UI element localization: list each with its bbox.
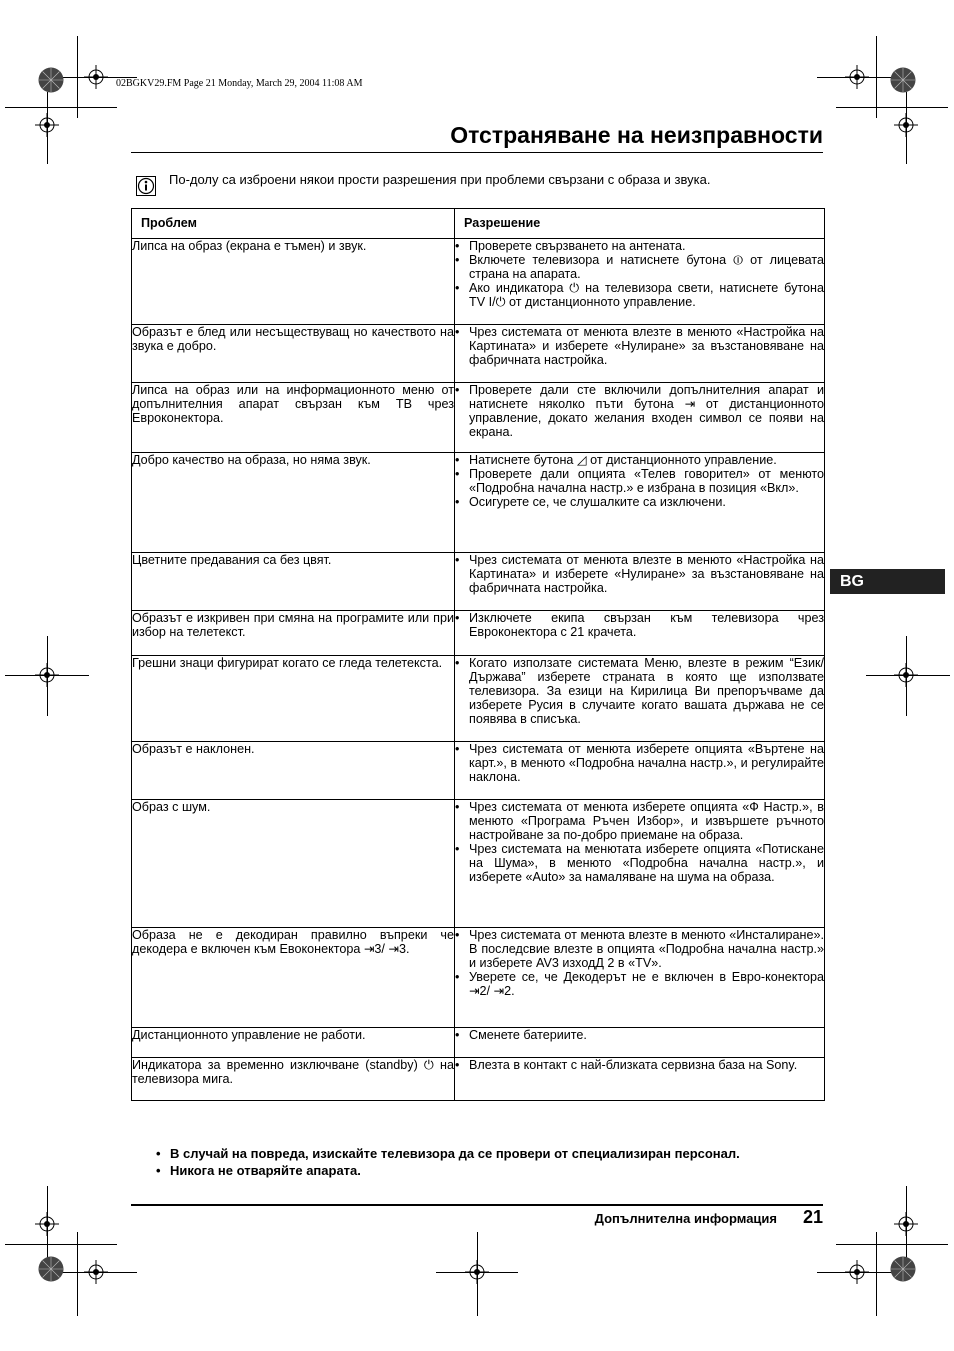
solution-item: • Чрез системата на менютата изберете опцията «Потискане на Шума», в менюто «Подробна начална настр.», и изберете «Auto» за намаляване на шума на образа. — [455, 842, 824, 884]
warning-item: • В случай на повреда, изискайте телевизора да се провери от специализиран персонал. — [156, 1145, 740, 1162]
solution-item: • Осигурете се, че слушалките са изключени. — [455, 495, 824, 509]
color-disc-icon — [38, 67, 64, 93]
crop-mark — [5, 107, 117, 108]
warning-item: • Никога не отваряйте апарата. — [156, 1162, 740, 1179]
solution-cell — [455, 928, 825, 1028]
registration-mark-icon — [894, 663, 918, 687]
problem-cell: Добро качество на образа, но няма звук. — [132, 453, 455, 553]
footer-section-label: Допълнителна информация — [594, 1211, 777, 1226]
registration-mark-icon — [894, 1212, 918, 1236]
solution-list — [455, 383, 824, 439]
table-row — [132, 239, 825, 325]
crop-mark — [836, 107, 948, 108]
page-number: 21 — [802, 1207, 823, 1227]
solution-item: • Ако индикатора ⏻ на телевизора свети, натиснете бутона TV I/⏻ от дистанционното управление. — [455, 281, 824, 309]
solution-list — [455, 1028, 824, 1042]
registration-mark-icon — [894, 113, 918, 137]
table-row — [132, 453, 825, 553]
solution-list — [455, 1058, 824, 1072]
solution-item: • Проверете свързването на антената. — [455, 239, 824, 253]
problem-cell: Образ с шум. — [132, 800, 455, 928]
color-disc-icon — [890, 67, 916, 93]
problem-cell: Липса на образ (екрана е тъмен) и звук. — [132, 239, 455, 325]
solution-list — [455, 656, 824, 726]
table-body — [132, 239, 825, 1101]
crop-mark — [77, 1232, 78, 1316]
table-row — [132, 383, 825, 453]
solution-list — [455, 325, 824, 367]
registration-mark-icon — [845, 1260, 869, 1284]
info-icon — [136, 176, 156, 196]
solution-cell — [455, 239, 825, 325]
solution-cell — [455, 742, 825, 800]
table-row — [132, 553, 825, 611]
file-header-meta: 02BGKV29.FM Page 21 Monday, March 29, 2004 11:08 AM — [116, 78, 363, 89]
solution-cell — [455, 383, 825, 453]
solution-cell — [455, 1058, 825, 1101]
solution-item: • Сменете батериите. — [455, 1028, 824, 1042]
registration-mark-icon — [35, 663, 59, 687]
crop-mark — [5, 1244, 117, 1245]
footer-rule — [131, 1204, 823, 1206]
solution-cell — [455, 325, 825, 383]
solution-item: • Проверете дали сте включили допълнителния апарат и натиснете няколко пъти бутона ⇥ от дистанционното управление, докато желания входен символ се появи на екрана. — [455, 383, 824, 439]
problem-cell: Липса на образ или на информационното меню от допълнителния апарат свързан към ТВ чрез Евроконектора. — [132, 383, 455, 453]
problem-cell: Грешни знаци фигурират когато се гледа телетекста. — [132, 656, 455, 742]
solution-item: • Когато използате системата Меню, влезте в режим “Език/Държава” изберете страната в която ще използвате телевизора. За езици на Кирилица Ви препоръчваме да изберете Русия в случаите когато вашата държава не се появява в списъка. — [455, 656, 824, 726]
table-row — [132, 800, 825, 928]
registration-mark-icon — [845, 65, 869, 89]
problem-cell: Образът е наклонен. — [132, 742, 455, 800]
solution-item: • Чрез системата от менюта влезте в менюто «Настройка на Картината» и изберете «Нулиране» за възстановяване на фабричната настройка. — [455, 553, 824, 595]
problem-cell: Образът е блед или несъществуващ но качеството на звука е добро. — [132, 325, 455, 383]
solution-item: • Влезта в контакт с най-близката сервизна база на Sony. — [455, 1058, 824, 1072]
column-header-problem: Проблем — [132, 209, 455, 239]
solution-item: • Включете телевизора и натиснете бутона ⏼ от лицевата страна на апарата. — [455, 253, 824, 281]
problem-cell: Образът е изкривен при смяна на програмите или при избор на телетекст. — [132, 611, 455, 656]
solution-list — [455, 800, 824, 884]
solution-item: • Уверете се, че Декодерът не е включен в Евро-конектора ⇥2/ ⇥2. — [455, 970, 824, 998]
solution-list — [455, 742, 824, 784]
column-header-solution: Разрешение — [455, 209, 825, 239]
solution-list — [455, 553, 824, 595]
solution-list — [455, 611, 824, 639]
language-tab: BG — [830, 569, 945, 594]
color-disc-icon — [890, 1256, 916, 1282]
table-row — [132, 656, 825, 742]
registration-mark-icon — [35, 113, 59, 137]
solution-list — [455, 453, 824, 509]
solution-item: • Проверете дали опцията «Телев говорител» от менюто «Подробна начална настр.» е избрана в позиция «Вкл». — [455, 467, 824, 495]
table-row — [132, 325, 825, 383]
solution-cell — [455, 800, 825, 928]
solution-item: • Чрез системата от менюта влезте в менюто «Инсталиране». В последсвие влезте в опцията «Подробна начална настр.» и изберете AV3 изходД 2 в «TV». — [455, 928, 824, 970]
registration-mark-icon — [35, 1212, 59, 1236]
registration-mark-icon — [84, 65, 108, 89]
table-row — [132, 611, 825, 656]
solution-cell — [455, 611, 825, 656]
intro-text: По-долу са изброени някои прости разрешения при проблеми свързани с образа и звука. — [169, 172, 711, 187]
solution-item: • Изключете екипа свързан към телевизора чрез Евроконектора с 21 крачета. — [455, 611, 824, 639]
registration-mark-icon — [465, 1260, 489, 1284]
color-disc-icon — [38, 1256, 64, 1282]
table-header-row — [132, 209, 825, 239]
problem-cell: Образа не е декодиран правилно въпреки че декодера е включен към Евоконектора ⇥3/ ⇥3. — [132, 928, 455, 1028]
solution-list — [455, 928, 824, 998]
solution-item: • Чрез системата от менюта влезте в менюто «Настройка на Картината» и изберете «Нулиране» за възстановяване на фабричната настройка. — [455, 325, 824, 367]
title-rule — [131, 152, 823, 153]
problem-cell: Дистанционното управление не работи. — [132, 1028, 455, 1058]
registration-mark-icon — [84, 1260, 108, 1284]
crop-mark — [876, 1232, 877, 1316]
problem-cell: Цветните предавания са без цвят. — [132, 553, 455, 611]
table-row — [132, 928, 825, 1028]
table-row — [132, 1058, 825, 1101]
solution-item: • Чрез системата от менюта изберете опцията «Въртене на карт.», в менюто «Подробна начална настр.», и регулирайте наклона. — [455, 742, 824, 784]
troubleshooting-table — [131, 208, 825, 1101]
solution-item: • Натиснете бутона ◿ от дистанционното управление. — [455, 453, 824, 467]
table-row — [132, 1028, 825, 1058]
solution-cell — [455, 656, 825, 742]
crop-mark — [836, 1244, 948, 1245]
solution-cell — [455, 1028, 825, 1058]
solution-list — [455, 239, 824, 309]
solution-cell — [455, 453, 825, 553]
problem-cell: Индикатора за временно изключване (standby) ⏻ на телевизора мига. — [132, 1058, 455, 1101]
solution-item: • Чрез системата от менюта изберете опцията «Ф Настр.», в менюто «Програма Ръчен Избор», и извършете ръчното настройване за по-добро приемане на образа. — [455, 800, 824, 842]
solution-cell — [455, 553, 825, 611]
table-row — [132, 742, 825, 800]
warnings-list — [156, 1145, 740, 1179]
page-title: Отстраняване на неизправности — [450, 122, 823, 148]
